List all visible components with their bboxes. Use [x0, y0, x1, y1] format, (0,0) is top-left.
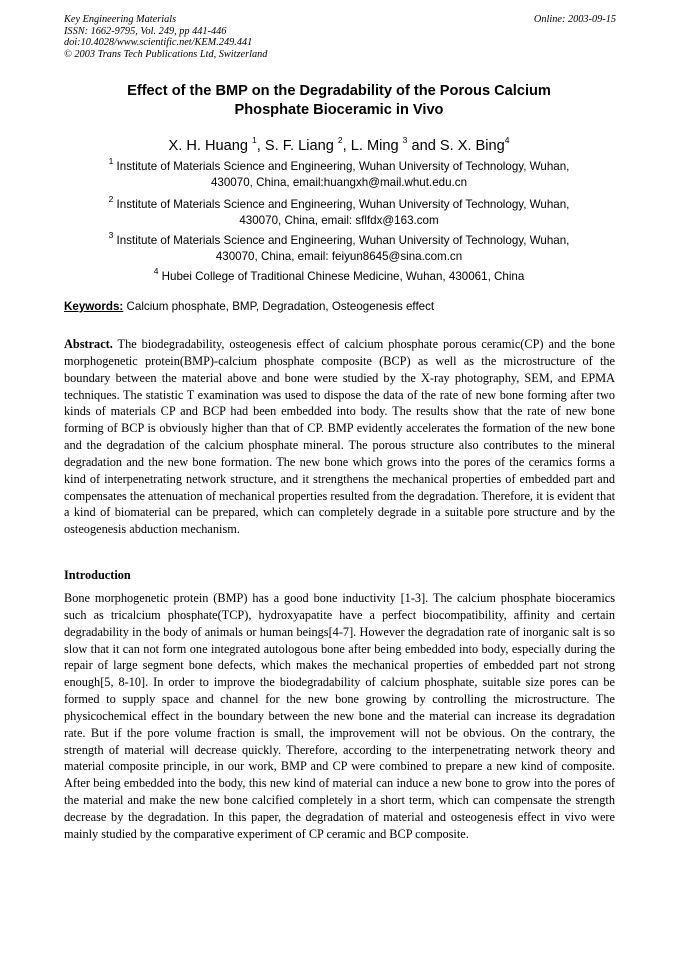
affiliation-line: 430070, China, email: feiyun8645@sina.com.cn — [215, 249, 463, 263]
affiliation-3 — [62, 228, 616, 265]
journal-header — [64, 14, 616, 60]
affiliation-1 — [62, 154, 616, 191]
author-affiliation-mark: 4 — [504, 135, 510, 145]
author-name: L. Ming — [350, 137, 403, 154]
journal-issn: ISSN: 1662-9795, Vol. 249, pp 441-446 — [64, 25, 227, 37]
author-name: S. X. Bing — [439, 137, 505, 154]
paper-title — [70, 82, 608, 120]
abstract-label: Abstract. — [64, 337, 113, 351]
affiliation-line: 430070, China, email: sflfdx@163.com — [239, 213, 439, 227]
author-affiliation-mark: 1 — [252, 135, 257, 145]
author-affiliation-mark: 3 — [402, 135, 408, 145]
affiliation-line: Institute of Materials Science and Engineering, Wuhan University of Technology, Wuhan, — [113, 197, 570, 211]
abstract — [64, 336, 615, 538]
affiliation-mark: 3 — [108, 230, 114, 240]
journal-doi: doi:10.4028/www.scientific.net/KEM.249.441 — [64, 37, 253, 49]
affiliation-line: Hubei College of Traditional Chinese Medicine, Wuhan, 430061, China — [158, 269, 525, 283]
affiliation-mark: 2 — [108, 194, 114, 204]
author-separator: , — [256, 137, 265, 154]
affiliation-mark: 4 — [153, 266, 159, 276]
author-affiliation-mark: 2 — [337, 135, 343, 145]
author-name: X. H. Huang — [168, 137, 253, 154]
abstract-text: The biodegradability, osteogenesis effect of calcium phosphate porous ceramic(CP) and the bone morphogenetic protein(BMP)-calcium phosphate composite (BCP) as well as the microstructure of the boundary between the material above and bone were studied by the X-ray photography, SEM, and EPMA techniques. The statistic T examination was used to dispose the data of the rate of new bone forming after two kinds of materials CP and BCP had been embedded into body. The results show that the rate of new bone forming of BCP is obviously higher than that of CP. BMP evidently accelerates the formation of the new bone and the degradation of the calcium phosphate mineral. The porous structure also contributes to the mineral degradation and the new bone formation. The new bone which grows into the pores of the ceramics forms a kind of interpenetrating network structure, and it strengthens the mechanical properties of embedded part and compensates the attenuation of mechanical properties resulted from the degradation. Therefore, it is evident that a kind of biomaterial can be prepared, which can completely degrade in a suitable pore structure and by the osteogenesis abduction mechanism. — [64, 337, 615, 537]
author-name: S. F. Liang — [264, 137, 338, 154]
affiliation-line: 430070, China, email:huangxh@mail.whut.edu.cn — [210, 175, 468, 189]
journal-copyright: © 2003 Trans Tech Publications Ltd, Switzerland — [64, 48, 268, 60]
title-line-1: Effect of the BMP on the Degradability of the Porous Calcium — [127, 83, 551, 99]
affiliation-line: Institute of Materials Science and Engineering, Wuhan University of Technology, Wuhan, — [113, 159, 570, 173]
online-date: Online: 2003-09-15 — [533, 14, 616, 25]
affiliation-2 — [62, 192, 616, 229]
author-list — [40, 131, 638, 156]
journal-name: Key Engineering Materials — [64, 14, 177, 25]
keywords — [64, 299, 616, 315]
affiliation-mark: 1 — [108, 156, 114, 166]
keywords-label: Keywords: — [64, 300, 124, 313]
introduction-text: Bone morphogenetic protein (BMP) has a good bone inductivity [1-3]. The calcium phosphate bioceramics such as tricalcium phosphate(TCP), hydroxyapatite have a perfect biocompatibility, affinity and certain degradability in the body of animals or human beings[4-7]. However the degradation rate of inorganic salt is so slow that it can not form one integrated autologous bone after being embedded into body, especially during the repair of large segment bone defects, which makes the mechanical properties of embedded part not strong enough[5, 8-10]. In order to improve the biodegradability of calcium phosphate, suitable size pores can be formed to supply space and channel for the new bone growing by controlling the microstructure. The physicochemical effect in the boundary between the new bone and the material can increase its degradation rate. But if the pore volume fraction is small, the improvement will not be obvious. On the contrary, the strength of material will decrease quickly. Therefore, according to the interpenetrating network theory and material composite principle, in our work, BMP and CP were combined to prepare a new kind of composite. After being embedded into the body, this new kind of material can induce a new bone to grow into the pores of the material and make the new bone calcified completely in a short term, which can compensate the strength decrease by the degradation. In this paper, the degradation of material and osteogenesis effect in vivo were mainly studied by the comparative experiment of CP ceramic and BCP composite. — [64, 591, 615, 841]
keywords-text: Calcium phosphate, BMP, Degradation, Osteogenesis effect — [123, 300, 435, 313]
author-separator: and — [407, 137, 440, 154]
introduction-heading: Introduction — [64, 568, 131, 582]
author-separator: , — [342, 137, 351, 154]
affiliation-line: Institute of Materials Science and Engineering, Wuhan University of Technology, Wuhan, — [113, 233, 570, 247]
title-line-2: Phosphate Bioceramic in Vivo — [234, 102, 444, 118]
affiliation-4 — [62, 264, 616, 285]
